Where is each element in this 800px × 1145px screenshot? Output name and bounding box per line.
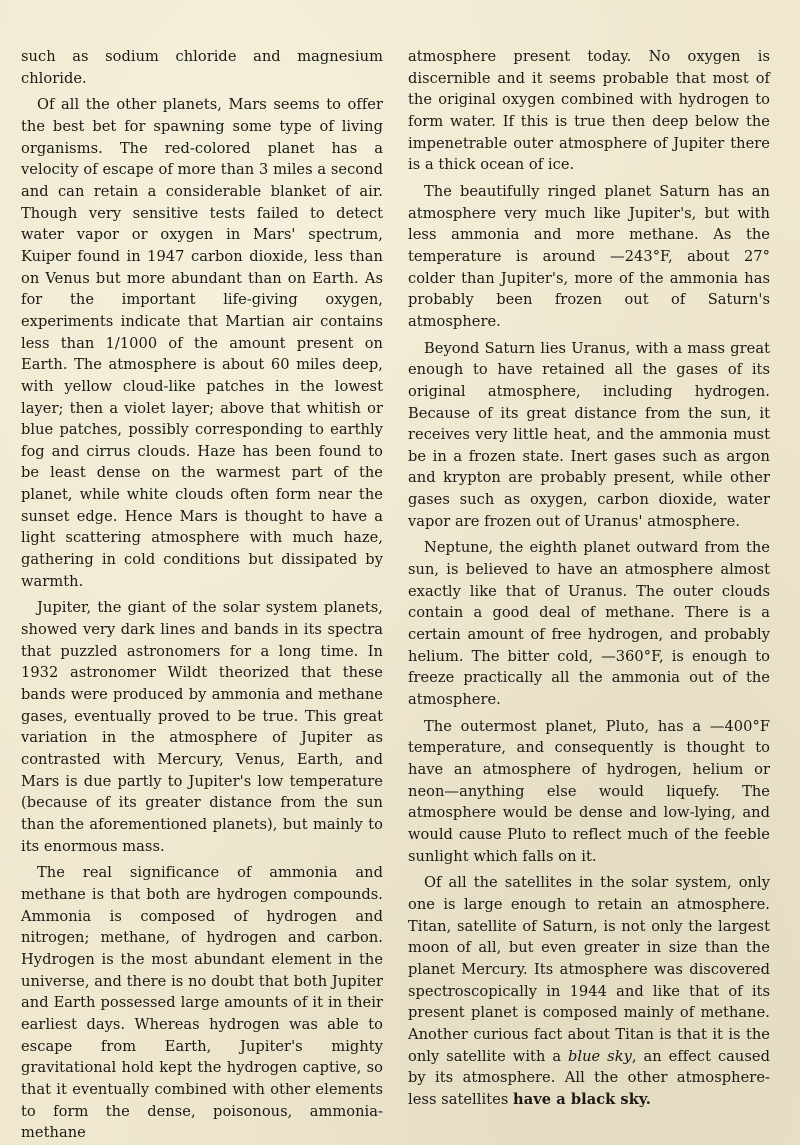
titan-text-middle: , an effect caused by its atmosphere. All the other atmosphere-less satellites bbox=[408, 1047, 770, 1108]
paragraph-uranus: Beyond Saturn lies Uranus, with a mass great enough to have retained all the gases of its original atmosphere, including hydrogen. Because of its great distance from the sun, it receives very little heat, and the ammonia must be in a frozen state. Inert gases such as argon and krypton are probably present, while other gases such as oxygen, carbon dioxide, water vapor are frozen out of Uranus' atmosphere. bbox=[408, 339, 770, 530]
left-column bbox=[21, 46, 383, 1144]
titan-text-start: Of all the satellites in the solar system, only one is large enough to retain an atmosphere. Titan, satellite of Saturn, is not only the largest moon of all, but even greater in size than the planet Mercury. Its atmosphere was discovered spectroscopically in 1944 and like that of its present planet is composed mainly of methane. Another curious fact about Titan is that it is the only satellite with a bbox=[408, 874, 770, 1065]
right-column bbox=[408, 46, 770, 1111]
paragraph-jupiter: Jupiter, the giant of the solar system planets, showed very dark lines and bands in its spectra that puzzled astronomers for a long time. In 1932 astronomer Wildt theorized that these bands were produced by ammonia and methane gases, eventually proved to be true. This great variation in the atmosphere of Jupiter as contrasted with Mercury, Venus, Earth, and Mars is due partly to Jupiter's low temperature (because of its greater distance from the sun than the aforementioned planets), but mainly to its enormous mass. bbox=[21, 599, 383, 855]
paragraph-titan bbox=[408, 872, 770, 1110]
paragraph-jupiter-continuation: atmosphere present today. No oxygen is discernible and it seems probable that most of the original oxygen combined with hydrogen to form water. If this is true then deep below the impenetrable outer atmosphere of Jupiter there is a thick ocean of ice. bbox=[408, 48, 770, 174]
paragraph-mars: Of all the other planets, Mars seems to offer the best bet for spawning some type of living organisms. The red-colored planet has a velocity of escape of more than 3 miles a second and can retain a considerable blanket of air. Though very sensitive tests failed to detect water vapor or oxygen in Mars' spectrum, Kuiper found in 1947 carbon dioxide, less than on Venus but more abundant than on Earth. As for the important life-giving oxygen, experiments indicate that Martian air contains less than 1/1000 of the amount present on Earth. The atmosphere is about 60 miles deep, with yellow cloud-like patches in the lowest layer; then a violet layer; above that whitish or blue patches, possibly corresponding to earthly fog and cirrus clouds. Haze has been found to be least dense on the warmest part of the planet, while white clouds often form near the sunset edge. Hence Mars is thought to have a light scattering atmosphere with much haze, gathering in cold conditions but dissipated by warmth. bbox=[21, 96, 383, 590]
paragraph-salts-continuation: such as sodium chloride and magnesium chloride. bbox=[21, 48, 383, 87]
paragraph-neptune: Neptune, the eighth planet outward from the sun, is believed to have an atmosphere almost exactly like that of Uranus. The outer clouds contain a good deal of methane. There is a certain amount of free hydrogen, and probably helium. The bitter cold, —360°F, is enough to freeze practically all the ammonia out of the atmosphere. bbox=[408, 539, 770, 709]
titan-text-bold-end: have a black sky. bbox=[513, 1090, 651, 1108]
titan-italic-blue-sky: blue sky bbox=[568, 1047, 632, 1065]
paragraph-saturn: The beautifully ringed planet Saturn has an atmosphere very much like Jupiter's, but with less ammonia and more methane. As the temperature is around —243°F, about 27° colder than Jupiter's, more of the ammonia has probably been frozen out of Saturn's atmosphere. bbox=[408, 182, 770, 330]
paragraph-ammonia-methane: The real significance of ammonia and methane is that both are hydrogen compounds. Ammonia is composed of hydrogen and nitrogen; methane, of hydrogen and carbon. Hydrogen is the most abundant element in the universe, and there is no doubt that both Jupiter and Earth possessed large amounts of it in their earliest days. Whereas hydrogen was able to escape from Earth, Jupiter's mighty gravitational hold kept the hydrogen captive, so that it eventually combined with other elements to form the dense, poisonous, ammonia-methane bbox=[21, 864, 383, 1142]
paragraph-pluto: The outermost planet, Pluto, has a —400°F temperature, and consequently is thought to have an atmosphere of hydrogen, helium or neon—anything else would liquefy. The atmosphere would be dense and low-lying, and would cause Pluto to reflect much of the feeble sunlight which falls on it. bbox=[408, 717, 770, 865]
